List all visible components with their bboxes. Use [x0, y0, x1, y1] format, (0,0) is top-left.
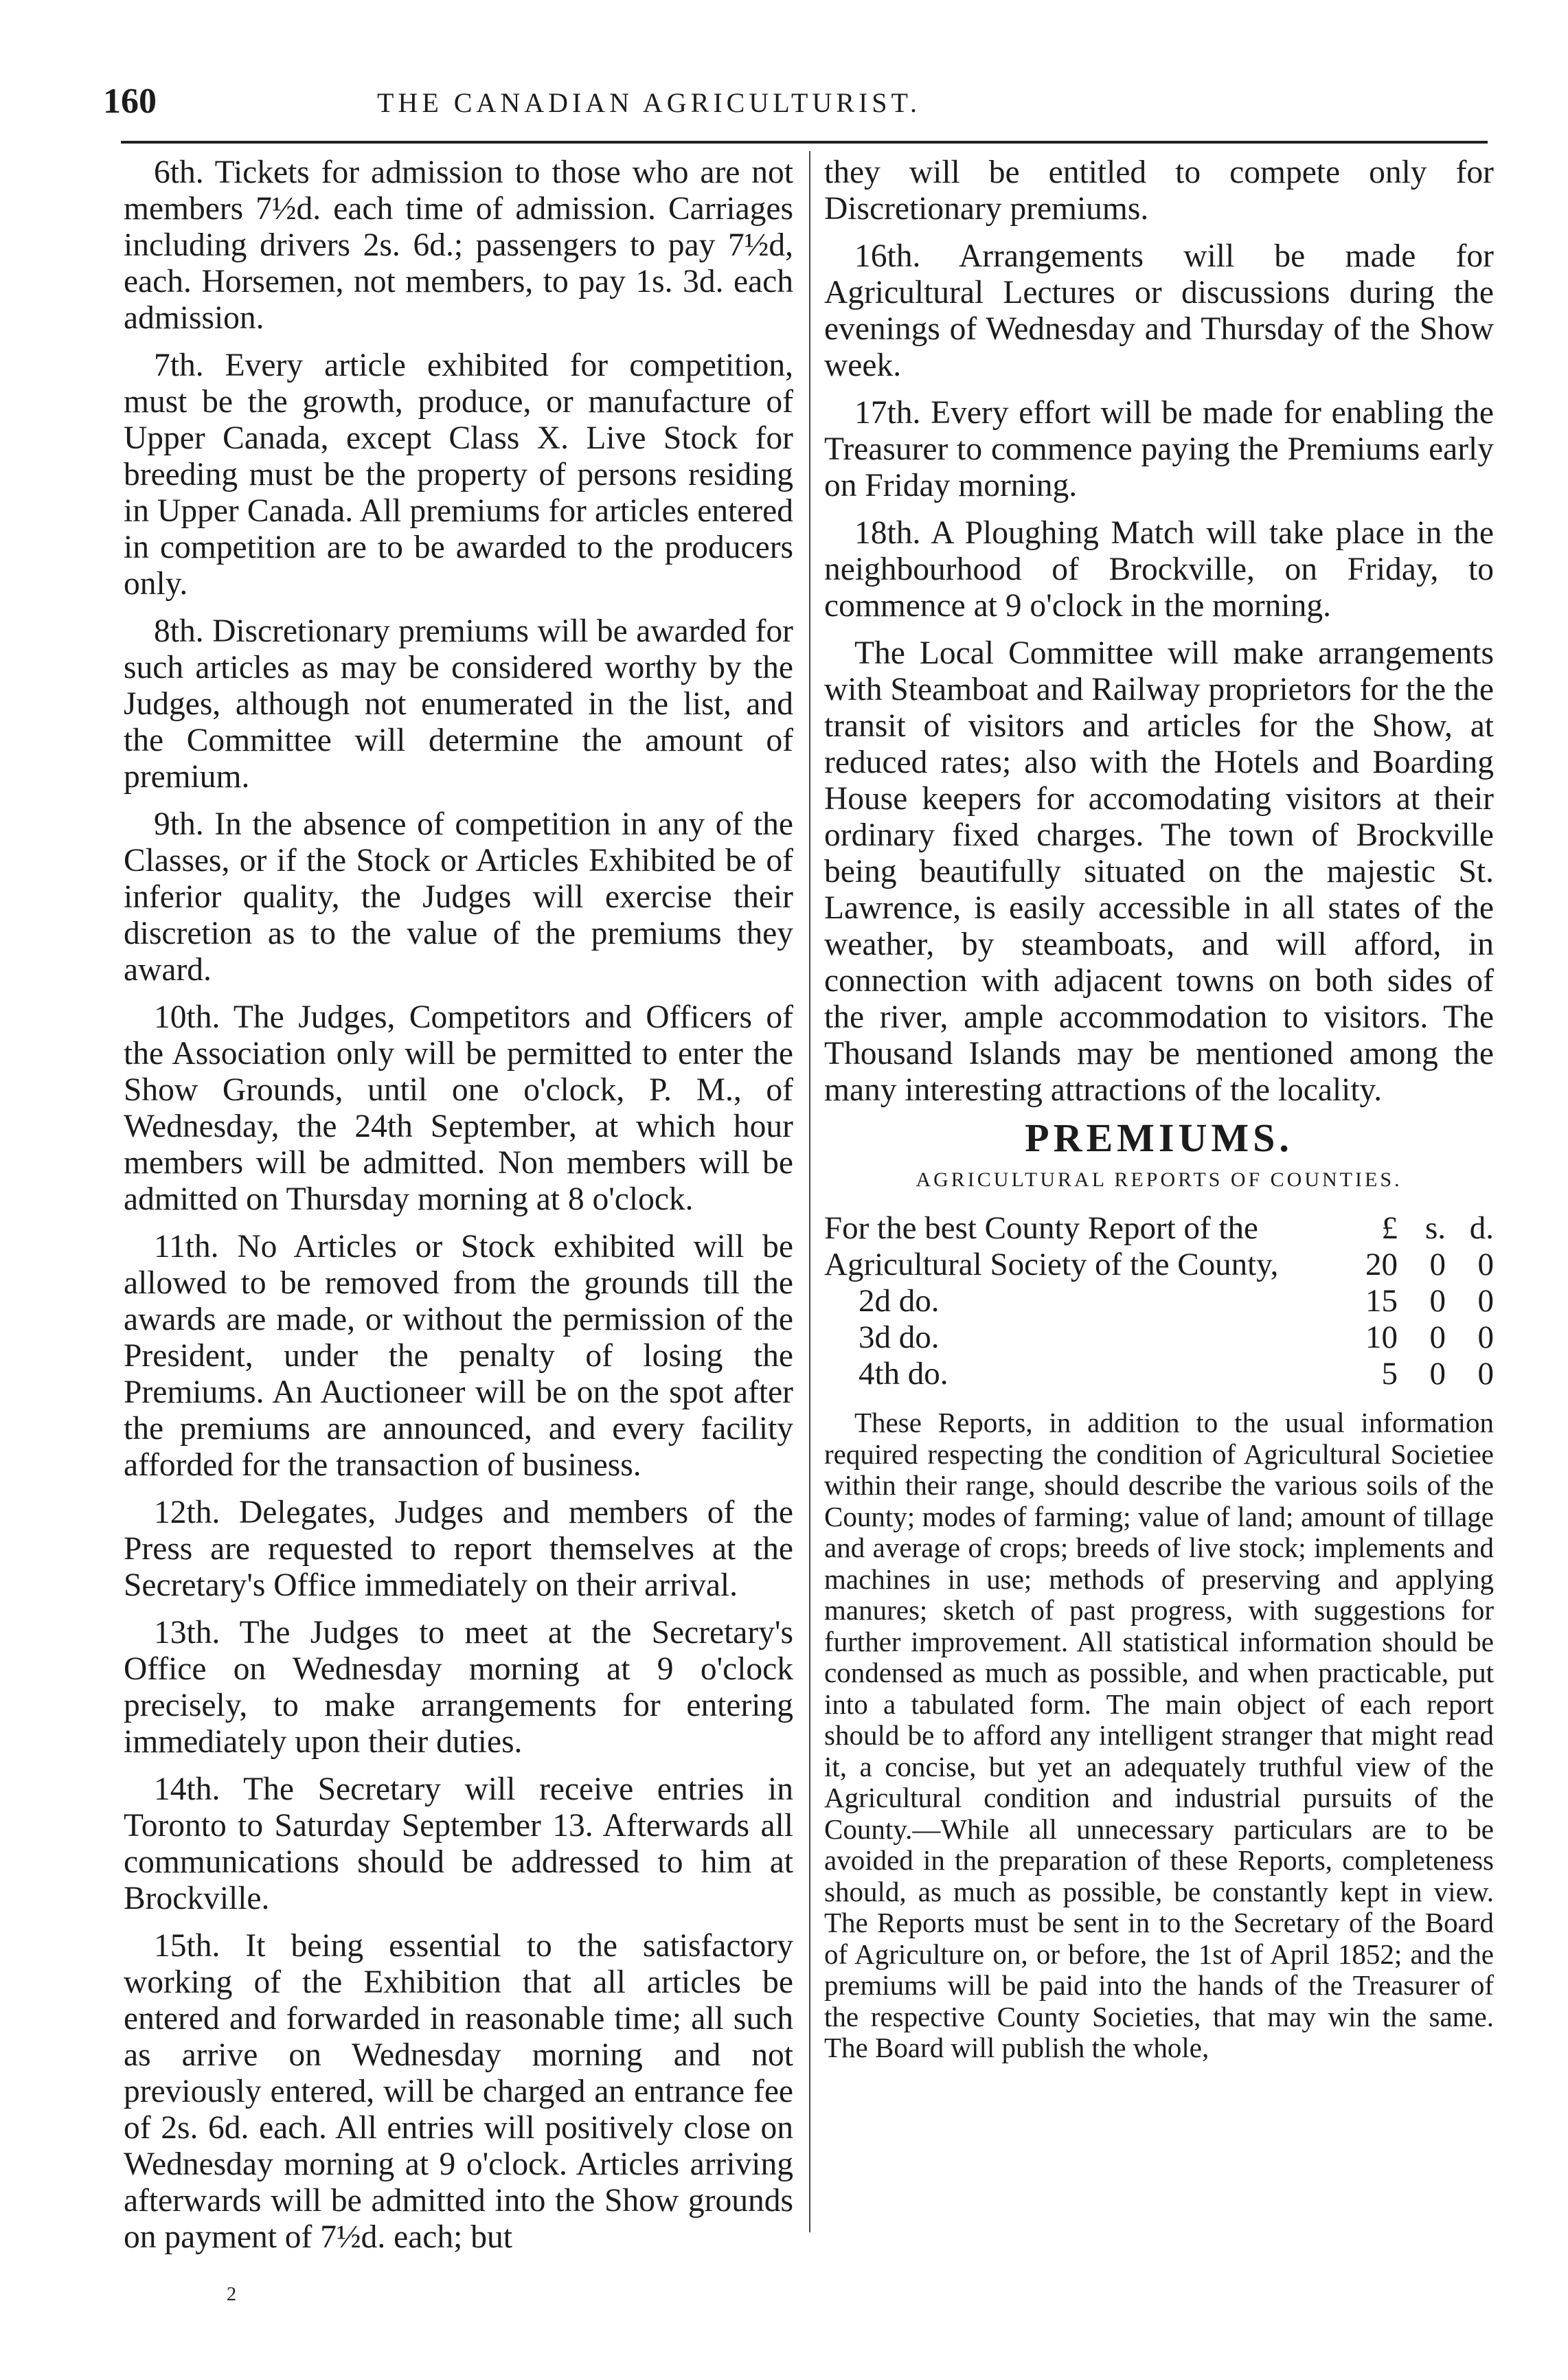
premium-shillings: 0 — [1429, 1283, 1446, 1319]
table-row — [824, 1356, 1494, 1392]
rule-15: 15th. It being essential to the satisfactory working of the Exhibition that all articles be entered and forwarded in reasonable time; all such as arrive on Wednesday morning and not previously entered, will be charged an entrance fee of 2s. 6d. each. All entries will positively close on Wednesday morning at 9 o'clock. Articles arriving afterwards will be admitted into the Show grounds on payment of 7½d. each; but — [124, 1928, 793, 2255]
rule-17: 17th. Every effort will be made for enabling the Treasurer to commence paying the Premiums early on Friday morning. — [824, 395, 1494, 503]
rule-16: 16th. Arrangements will be made for Agricultural Lectures or discussions during the evenings of Wednesday and Thursday of the Show week. — [824, 238, 1494, 383]
premium-pence: 0 — [1477, 1319, 1494, 1355]
premium-shillings: 0 — [1429, 1356, 1446, 1392]
column-divider — [809, 151, 810, 2232]
premium-pounds: 5 — [1381, 1356, 1398, 1392]
currency-header-pence: d. 0 — [1469, 1210, 1494, 1282]
premium-pence: 0 — [1477, 1283, 1494, 1319]
rule-10: 10th. The Judges, Competitors and Officers of the Association only will be permitted to enter the Show Grounds, until one o'clock, P. M., of Wednesday, the 24th September, at which hour members will be admitted. Non members will be admitted on Thursday morning at 8 o'clock. — [124, 999, 793, 1217]
continued-text: they will be entitled to compete only for Discretionary premiums. — [824, 155, 1494, 227]
header-rule — [121, 141, 1488, 144]
right-column — [824, 155, 1494, 2064]
left-column — [124, 155, 793, 2267]
page-number: 160 — [103, 82, 157, 121]
rule-11: 11th. No Articles or Stock exhibited will be allowed to be removed from the grounds till the awards are made, or without the permission of the President, under the penalty of losing the Premiums. An Auctioneer will be on the spot after the premiums are announced, and every facility afforded for the transaction of business. — [124, 1229, 793, 1483]
page-header — [103, 81, 1477, 136]
premium-label: 2d do. — [859, 1283, 940, 1319]
table-row — [824, 1283, 1494, 1319]
local-committee-paragraph: The Local Committee will make arrangements with Steamboat and Railway proprietors for the the transit of visitors and articles for the Show, at reduced rates; also with the Hotels and Boarding House keepers for accomodating visitors at their ordinary fixed charges. The town of Brockville being beautifully situated on the majestic St. Lawrence, is easily accessible in all states of the weather, by steamboats, and will afford, in connection with adjacent towns on both sides of the river, ample accommodation to visitors. The Thousand Islands may be mentioned among the many interesting attractions of the locality. — [824, 635, 1494, 1108]
currency-header-pounds: £ 20 — [1365, 1210, 1398, 1282]
running-head: THE CANADIAN AGRICULTURIST. — [377, 87, 921, 118]
rule-8: 8th. Discretionary premiums will be awarded for such articles as may be considered worthy by the Judges, although not enumerated in the list, and the Committee will determine the amount of premium. — [124, 613, 793, 795]
premium-pounds: 10 — [1365, 1319, 1398, 1355]
table-row — [824, 1319, 1494, 1356]
table-row — [824, 1210, 1494, 1283]
currency-header-shillings: s. 0 — [1424, 1210, 1446, 1282]
rule-6: 6th. Tickets for admission to those who are not members 7½d. each time of admission. Carriages including drivers 2s. 6d.; passengers to pay 7½d, each. Horsemen, not members, to pay 1s. 3d. each admission. — [124, 155, 793, 336]
rule-7: 7th. Every article exhibited for competition, must be the growth, produce, or manufacture of Upper Canada, except Class X. Live Stock for breeding must be the property of persons residing in Upper Canada. All premiums for articles entered in competition are to be awarded to the producers only. — [124, 348, 793, 602]
signature-mark: 2 — [227, 2284, 236, 2305]
premium-shillings: 0 — [1429, 1319, 1446, 1355]
premium-label: For the best County Report of the Agricultural Society of the County, — [824, 1210, 1279, 1282]
rule-12: 12th. Delegates, Judges and members of the Press are requested to report themselves at the Secretary's Office immediately on their arrival. — [124, 1495, 793, 1603]
premium-label: 3d do. — [859, 1319, 940, 1355]
premium-label: 4th do. — [859, 1356, 948, 1392]
reports-paragraph: These Reports, in addition to the usual information required respecting the condition of Agricultural Societiee within their range, should describe the various soils of the County; modes of farming; value of land; amount of tillage and average of crops; breeds of live stock; implements and machines in use; methods of preserving and applying manures; sketch of past progress, with suggestions for further improvement. All statistical information should be condensed as much as possible, and when practicable, put into a tabulated form. The main object of each report should be to afford any intelligent stranger that might read it, a concise, but yet an adequately truthful view of the Agricultural condition and industrial pursuits of the County.—While all unnecessary particulars are to be avoided in the preparation of these Reports, completeness should, as much as possible, be constantly kept in view. The Reports must be sent in to the Secretary of the Board of Agriculture on, or before, the 1st of April 1852; and the premiums will be paid into the hands of the Treasurer of the respective County Societies, that may win the same. The Board will publish the whole, — [824, 1407, 1494, 2063]
rule-13: 13th. The Judges to meet at the Secretary's Office on Wednesday morning at 9 o'clock precisely, to make arrangements for entering immediately upon their duties. — [124, 1615, 793, 1760]
reports-paragraph-block — [824, 1407, 1494, 2064]
premiums-table — [824, 1210, 1494, 1392]
rule-18: 18th. A Ploughing Match will take place in the neighbourhood of Brockville, on Friday, to commence at 9 o'clock in the morning. — [824, 515, 1494, 624]
rule-14: 14th. The Secretary will receive entries in Toronto to Saturday September 13. Afterwards all communications should be addressed to him at Brockville. — [124, 1771, 793, 1916]
premium-pence: 0 — [1477, 1356, 1494, 1392]
premiums-subheading: AGRICULTURAL REPORTS OF COUNTIES. — [916, 1168, 1402, 1191]
rule-9: 9th. In the absence of competition in any of the Classes, or if the Stock or Articles Exhibited be of inferior quality, the Judges will exercise their discretion as to the value of the premiums they award. — [124, 806, 793, 988]
premiums-heading: PREMIUMS. — [1025, 1115, 1293, 1160]
premium-pounds: 15 — [1365, 1283, 1398, 1319]
